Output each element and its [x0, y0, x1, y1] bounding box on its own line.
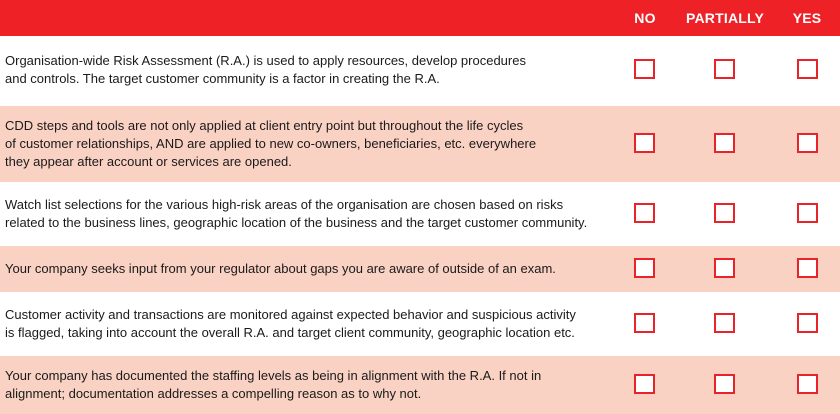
checkbox-yes[interactable]	[797, 374, 818, 394]
checklist-row-5	[0, 294, 840, 354]
checklist-row-1	[0, 36, 840, 104]
checkbox-no[interactable]	[634, 133, 655, 153]
checkbox-partially[interactable]	[714, 258, 735, 278]
table-header	[0, 0, 840, 36]
row-question: Organisation-wide Risk Assessment (R.A.) is used to apply resources, develop procedures and controls. The target customer community is a factor in creating the R.A.	[5, 53, 526, 86]
checklist-row-4	[0, 246, 840, 292]
checkbox-no[interactable]	[634, 203, 655, 223]
header-no: NO	[634, 10, 656, 26]
checkbox-no[interactable]	[634, 59, 655, 79]
checklist-row-2	[0, 106, 840, 182]
row-question: CDD steps and tools are not only applied at client entry point but throughout the life cycles of customer relationships, AND are applied to new co-owners, beneficiaries, etc. everywhere they appear after account or services are opened.	[5, 118, 537, 169]
checkbox-yes[interactable]	[797, 258, 818, 278]
checklist-row-6	[0, 356, 840, 414]
checkbox-no[interactable]	[634, 374, 655, 394]
checkbox-yes[interactable]	[797, 133, 818, 153]
checkbox-partially[interactable]	[714, 374, 735, 394]
checkbox-partially[interactable]	[714, 59, 735, 79]
checkbox-partially[interactable]	[714, 313, 735, 333]
checkbox-partially[interactable]	[714, 133, 735, 153]
checkbox-yes[interactable]	[797, 313, 818, 333]
checkbox-yes[interactable]	[797, 203, 818, 223]
row-question: Watch list selections for the various high-risk areas of the organisation are chosen based on risks related to the business lines, geographic location of the business and the target customer community.	[5, 197, 588, 230]
checkbox-yes[interactable]	[797, 59, 818, 79]
row-question: Customer activity and transactions are monitored against expected behavior and suspicious activity is flagged, taking into account the overall R.A. and target client community, geographic location etc.	[5, 307, 576, 340]
row-question: Your company has documented the staffing levels as being in alignment with the R.A. If not in alignment; documentation addresses a compelling reason as to why not.	[5, 368, 542, 401]
header-yes: YES	[792, 10, 822, 26]
checkbox-no[interactable]	[634, 258, 655, 278]
row-question: Your company seeks input from your regulator about gaps you are aware of outside of an exam.	[5, 261, 556, 276]
header-partially: PARTIALLY	[685, 10, 765, 26]
checkbox-partially[interactable]	[714, 203, 735, 223]
checklist-row-3	[0, 184, 840, 244]
checkbox-no[interactable]	[634, 313, 655, 333]
